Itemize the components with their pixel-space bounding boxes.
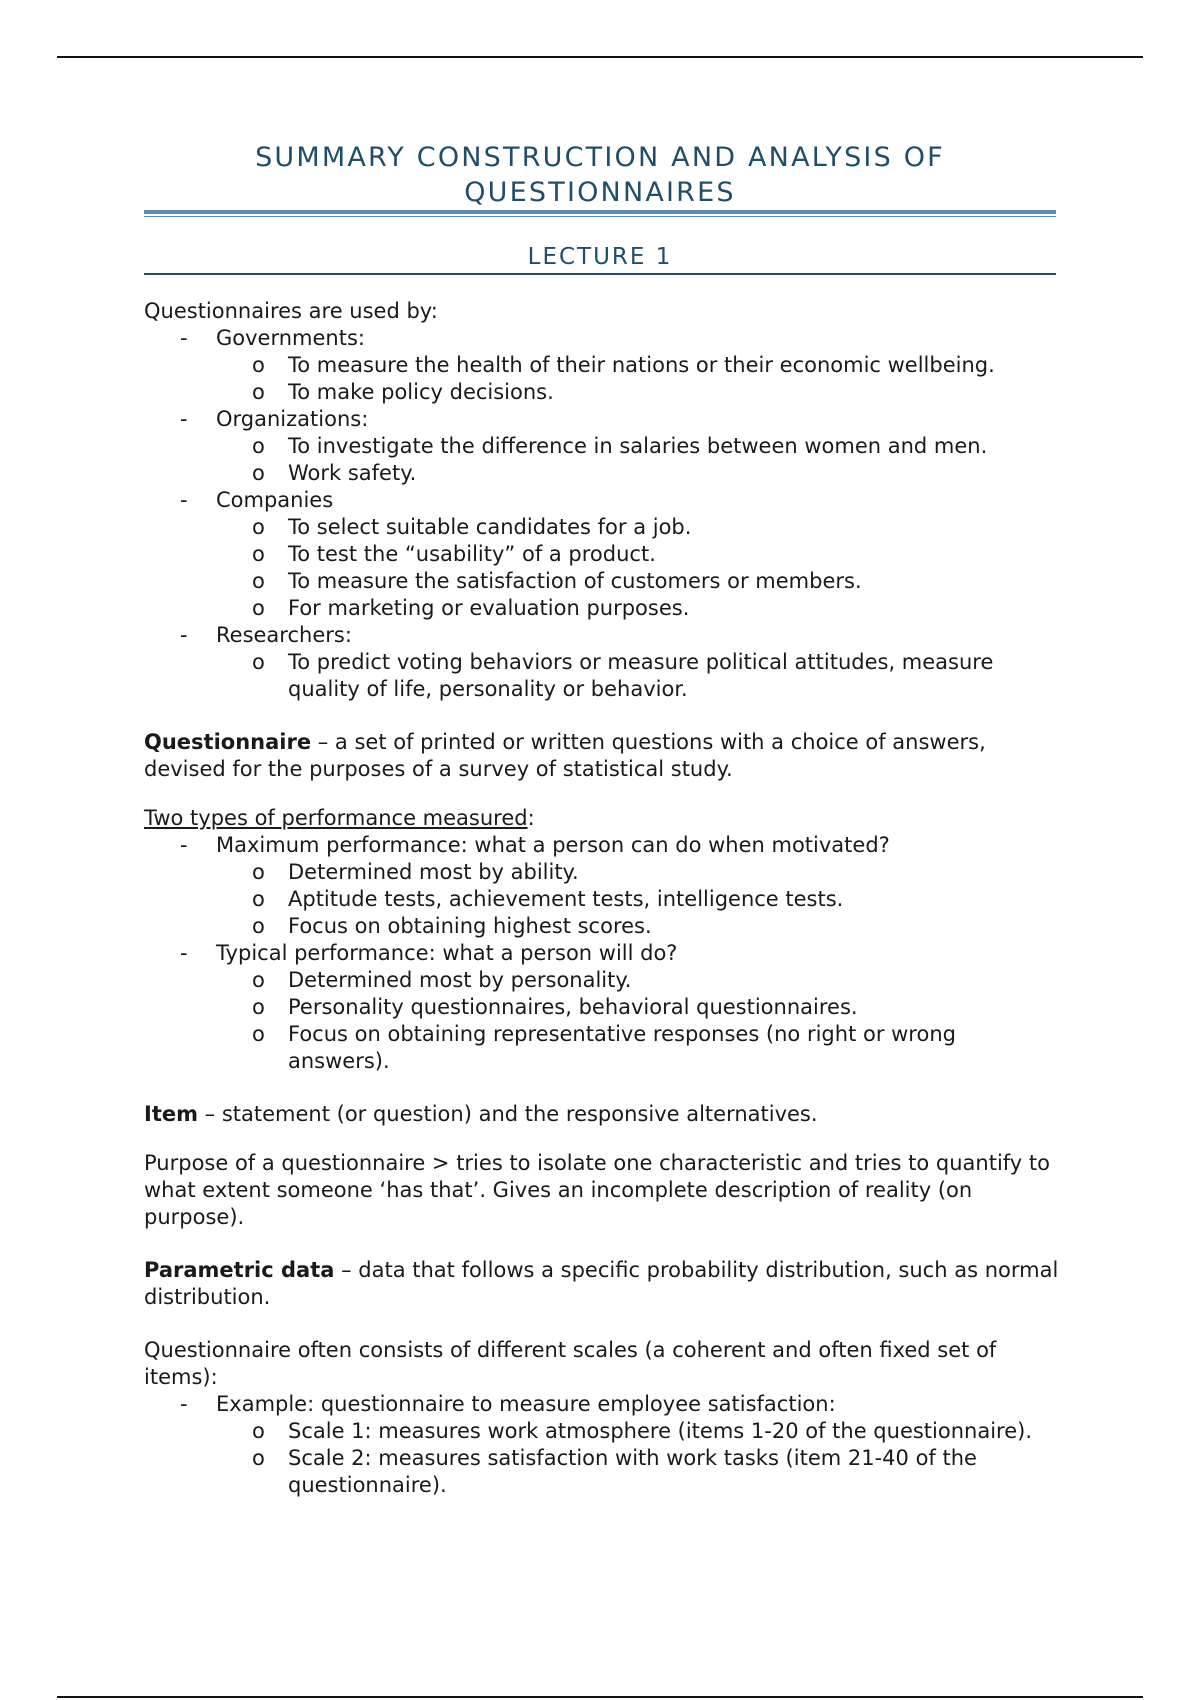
definition-item bbox=[144, 1101, 1064, 1128]
list-subitem: o To predict voting behaviors or measure political attitudes, measure quality of life, personality or behavior. bbox=[252, 650, 994, 701]
circle-bullet: o bbox=[252, 887, 265, 911]
circle-bullet: o bbox=[252, 434, 265, 458]
list-subitem: o For marketing or evaluation purposes. bbox=[252, 596, 690, 620]
dash-bullet: - bbox=[180, 1392, 188, 1416]
dash-bullet: - bbox=[180, 833, 188, 857]
document-body bbox=[144, 298, 1064, 1499]
dash-bullet: - bbox=[180, 941, 188, 965]
definition-text: – data that follows a specific probability distribution, such as normal distribution. bbox=[144, 1258, 1059, 1309]
definition-parametric bbox=[144, 1257, 1064, 1311]
dash-bullet: - bbox=[180, 488, 188, 512]
circle-bullet: o bbox=[252, 995, 265, 1019]
definition-term: Item bbox=[144, 1102, 198, 1126]
purpose-paragraph: Purpose of a questionnaire > tries to isolate one characteristic and tries to quantify to what extent someone ‘has that’. Gives an incomplete description of reality (on purpose). bbox=[144, 1151, 1050, 1229]
circle-bullet: o bbox=[252, 1419, 265, 1443]
list-subitem: o To measure the satisfaction of customers or members. bbox=[252, 569, 862, 593]
list-subitem: o To select suitable candidates for a job. bbox=[252, 515, 692, 539]
definition-text: – statement (or question) and the responsive alternatives. bbox=[197, 1102, 818, 1126]
scales-intro: Questionnaire often consists of different scales (a coherent and often fixed set of items): bbox=[144, 1338, 997, 1389]
circle-bullet: o bbox=[252, 650, 265, 674]
circle-bullet: o bbox=[252, 1446, 265, 1470]
list-subitem: o Personality questionnaires, behavioral questionnaires. bbox=[252, 995, 858, 1019]
list-subitem: o To measure the health of their nations or their economic wellbeing. bbox=[252, 353, 995, 377]
list-item: - Example: questionnaire to measure employee satisfaction: bbox=[180, 1392, 836, 1416]
circle-bullet: o bbox=[252, 914, 265, 938]
dash-bullet: - bbox=[180, 623, 188, 647]
list-item: - Typical performance: what a person will do? bbox=[180, 941, 678, 965]
list-item: - Researchers: bbox=[180, 623, 352, 647]
definition-term: Questionnaire bbox=[144, 730, 312, 754]
circle-bullet: o bbox=[252, 380, 265, 404]
list-subitem: o Aptitude tests, achievement tests, intelligence tests. bbox=[252, 887, 844, 911]
title-underline bbox=[144, 210, 1056, 214]
list-subitem: o Focus on obtaining representative responses (no right or wrong answers). bbox=[252, 1022, 956, 1073]
header-rule bbox=[57, 56, 1143, 58]
title-underline-thin bbox=[144, 216, 1056, 217]
circle-bullet: o bbox=[252, 461, 265, 485]
circle-bullet: o bbox=[252, 860, 265, 884]
footer-rule bbox=[57, 1696, 1143, 1698]
list-item: - Organizations: bbox=[180, 407, 369, 431]
circle-bullet: o bbox=[252, 968, 265, 992]
definition-text: – a set of printed or written questions with a choice of answers, devised for the purposes of a survey of statistical study. bbox=[144, 730, 986, 781]
circle-bullet: o bbox=[252, 542, 265, 566]
performance-heading: Two types of performance measured: bbox=[144, 806, 535, 830]
circle-bullet: o bbox=[252, 515, 265, 539]
lecture-underline bbox=[144, 273, 1056, 275]
list-subitem: o Scale 1: measures work atmosphere (items 1-20 of the questionnaire). bbox=[252, 1419, 1033, 1443]
list-subitem: o Focus on obtaining highest scores. bbox=[252, 914, 652, 938]
list-subitem: o To make policy decisions. bbox=[252, 380, 554, 404]
lecture-heading: LECTURE 1 bbox=[527, 244, 673, 270]
circle-bullet: o bbox=[252, 569, 265, 593]
used-by-intro: Questionnaires are used by: bbox=[144, 299, 438, 323]
circle-bullet: o bbox=[252, 596, 265, 620]
dash-bullet: - bbox=[180, 326, 188, 350]
document-title: SUMMARY CONSTRUCTION AND ANALYSIS OF QUESTIONNAIRES bbox=[255, 142, 945, 208]
list-subitem: o To test the “usability” of a product. bbox=[252, 542, 656, 566]
list-item: - Companies bbox=[180, 488, 334, 512]
list-item: - Governments: bbox=[180, 326, 365, 350]
list-subitem: o Work safety. bbox=[252, 461, 417, 485]
definition-questionnaire bbox=[144, 729, 1064, 783]
list-subitem: o Determined most by ability. bbox=[252, 860, 579, 884]
list-subitem: o Determined most by personality. bbox=[252, 968, 632, 992]
circle-bullet: o bbox=[252, 353, 265, 377]
list-subitem: o Scale 2: measures satisfaction with work tasks (item 21-40 of the questionnaire). bbox=[252, 1446, 977, 1497]
circle-bullet: o bbox=[252, 1022, 265, 1046]
definition-term: Parametric data bbox=[144, 1258, 335, 1282]
list-subitem: o To investigate the difference in salaries between women and men. bbox=[252, 434, 988, 458]
list-item: - Maximum performance: what a person can do when motivated? bbox=[180, 833, 890, 857]
dash-bullet: - bbox=[180, 407, 188, 431]
